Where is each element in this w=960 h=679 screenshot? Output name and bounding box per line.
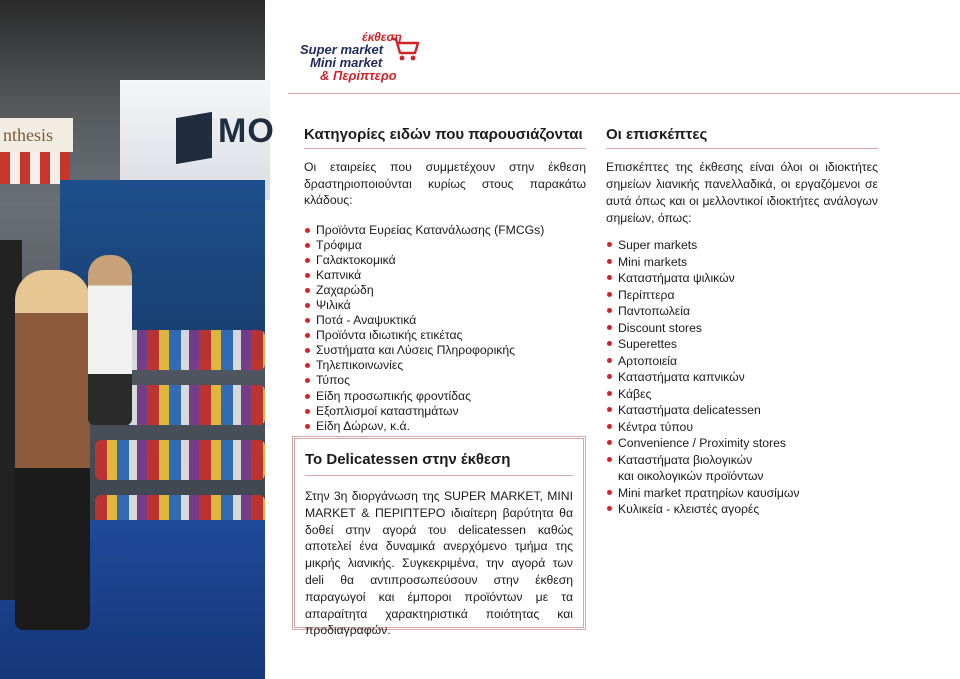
list-item: Mini market πρατηρίων καυσίμων: [606, 485, 878, 502]
list-item: Κάβες: [606, 386, 878, 403]
visitors-heading: Οι επισκέπτες: [606, 126, 708, 143]
categories-list: [304, 223, 586, 434]
delicatessen-heading: Το Delicatessen στην έκθεση: [305, 451, 511, 468]
list-item: Συστήματα και Λύσεις Πληροφορικής: [304, 343, 586, 358]
list-item: Εξοπλισμοί καταστημάτων: [304, 404, 586, 419]
list-item-continuation: και οικολογικών προϊόντων: [618, 469, 764, 483]
list-item: Discount stores: [606, 320, 878, 337]
list-item: Τρόφιμα: [304, 238, 586, 253]
list-item: Καπνικά: [304, 268, 586, 283]
photo-shelf: [95, 440, 265, 480]
list-item: Κέντρα τύπου: [606, 419, 878, 436]
list-item: Περίπτερα: [606, 287, 878, 304]
list-item: Τηλεπικοινωνίες: [304, 358, 586, 373]
list-item: Τύπος: [304, 373, 586, 388]
list-item: Προϊόντα Ευρείας Κατανάλωσης (FMCGs): [304, 223, 586, 238]
photo-person: [15, 270, 90, 630]
delicatessen-body: Στην 3η διοργάνωση της SUPER MARKET, MINI MARKET & ΠΕΡΙΠΤΕΡΟ ιδιαίτερη βαρύτητα θα δοθεί στην αγορά του delicatessen καθώς αποτελεί ένα δυναμικά ανερχόμενο τμήμα της μικρής λιανικής. Συγκεκριμένα, την αγορά των deli θα αντιπροσωπεύσουν στην έκθεση παραγωγοί και έμποροι προϊόντων με τα απαραίτητα χαρακτηριστικά ποιότητας και προδιαγραφών.: [305, 489, 573, 638]
photo-brand-text: MO: [218, 112, 275, 150]
logo-line-ekthesi: έκθεση: [362, 30, 402, 44]
list-item: Ποτά - Αναψυκτικά: [304, 313, 586, 328]
heading-divider: [606, 148, 878, 149]
header-divider: [288, 93, 960, 94]
logo-line-supermarket: Super market: [300, 42, 384, 57]
list-item: Ψιλικά: [304, 298, 586, 313]
list-item: Super markets: [606, 237, 878, 254]
list-item: Είδη Δώρων, κ.ά.: [304, 419, 586, 434]
visitors-section: [606, 126, 878, 518]
heading-divider: [305, 475, 573, 476]
list-item: Παντοπωλεία: [606, 303, 878, 320]
list-item: Γαλακτοκομικά: [304, 253, 586, 268]
list-item: Ζαχαρώδη: [304, 283, 586, 298]
event-logo: [300, 30, 425, 86]
list-item: Καταστήματα βιολογικών: [606, 452, 878, 469]
delicatessen-box: [292, 436, 586, 638]
shopping-cart-icon: [390, 36, 420, 62]
list-item: Καταστήματα delicatessen: [606, 402, 878, 419]
logo-line-periptero: & Περίπτερο: [320, 68, 397, 83]
logo-line-minimarket: Mini market: [310, 55, 383, 70]
list-item: Convenience / Proximity stores: [606, 435, 878, 452]
heading-divider: [304, 148, 586, 149]
categories-intro: Οι εταιρείες που συμμετέχουν στην έκθεση δραστηριοποιούνται κυρίως στους παρακάτω κλάδους:: [304, 160, 586, 207]
list-item: Κυλικεία - κλειστές αγορές: [606, 501, 878, 518]
list-item: Superettes: [606, 336, 878, 353]
photo-person: [88, 255, 132, 425]
list-item: Καταστήματα καπνικών: [606, 369, 878, 386]
modelo-logo-icon: [176, 112, 212, 164]
visitors-intro: Επισκέπτες της έκθεσης είναι όλοι οι ιδιοκτήτες σημείων λιανικής πανελλαδικά, οι εργαζόμενοι σε αυτά όπως και οι μελλοντικοί ιδιοκτήτες ανάλογων σημείων, όπως:: [606, 160, 878, 225]
photo-sign-left: nthesis: [0, 118, 73, 152]
visitors-list: [606, 237, 878, 518]
exhibition-photo: [0, 0, 275, 679]
list-item: Προϊόντα ιδιωτικής ετικέτας: [304, 328, 586, 343]
list-item: Καταστήματα ψιλικών: [606, 270, 878, 287]
list-item: Mini markets: [606, 254, 878, 271]
categories-section: [304, 126, 586, 434]
list-item: Είδη προσωπικής φροντίδας: [304, 389, 586, 404]
list-item: Αρτοποιεία: [606, 353, 878, 370]
categories-heading: Κατηγορίες ειδών που παρουσιάζονται: [304, 126, 583, 143]
